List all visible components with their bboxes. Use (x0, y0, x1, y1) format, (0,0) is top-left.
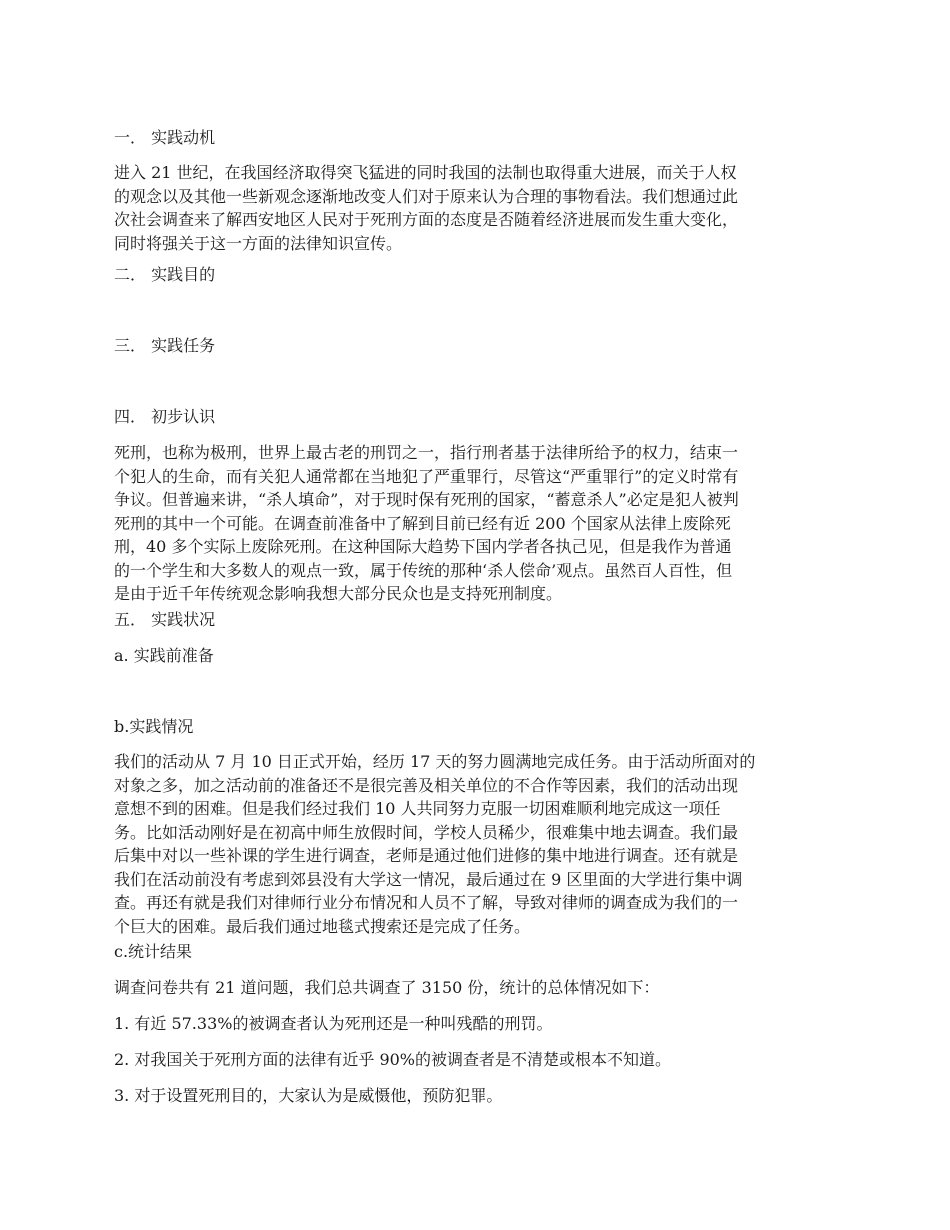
paragraph-motivation (114, 161, 738, 255)
section-heading-motivation: 一． 实践动机 (114, 128, 216, 147)
paragraph-line: 对象之多，加之活动前的准备还不是很完善及相关单位的不合作等因素，我们的活动出现 (114, 775, 739, 795)
subsection-heading-practice-situation: b.实践情况 (114, 717, 194, 736)
paragraph-line: 后集中对以一些补课的学生进行调查，老师是通过他们进修的集中地进行调查。还有就是 (114, 846, 739, 865)
subsection-heading-statistics: c.统计结果 (114, 942, 193, 961)
paragraph-line: 的观念以及其他一些新观念逐渐地改变人们对于原来认为合理的事物看法。我们想通过此 (114, 186, 739, 206)
paragraph-line: 个巨大的困难。最后我们通过地毯式搜索还是完成了任务。 (114, 916, 531, 936)
paragraph-line: 争议。但普遍来讲，“杀人填命”，对于现时保有死刑的国家，“蓄意杀人”必定是犯人被判 (114, 490, 739, 509)
paragraph-line: 意想不到的困难。但是我们经过我们 10 人共同努力克服一切困难顺利地完成这一项任 (114, 799, 721, 818)
section-heading-tasks: 三． 实践任务 (114, 336, 216, 355)
statistics-item: 2. 对我国关于死刑方面的法律有近乎 90%的被调查者是不清楚或根本不知道。 (114, 1050, 672, 1069)
paragraph-line: 次社会调查来了解西安地区人民对于死刑方面的态度是否随着经济进展而发生重大变化， (114, 210, 739, 229)
paragraph-practice-situation (114, 750, 755, 938)
paragraph-line: 我们的活动从 7 月 10 日正式开始，经历 17 天的努力圆满地完成任务。由于活动所面对的 (114, 752, 756, 771)
subsection-heading-preparation: a. 实践前准备 (114, 646, 214, 665)
paragraph-initial-understanding (114, 441, 739, 606)
paragraph-line: 同时将强关于这一方面的法律知识宣传。 (114, 233, 403, 253)
paragraph-line: 务。比如活动刚好是在初高中师生放假时间，学校人员稀少，很难集中地去调查。我们最 (114, 822, 739, 842)
section-heading-initial-understanding: 四． 初步认识 (114, 407, 216, 426)
paragraph-line: 个犯人的生命，而有关犯人通常都在当地犯了严重罪行，尽管这“严重罪行”的定义时常有 (114, 466, 739, 486)
paragraph-line: 死刑的其中一个可能。在调查前准备中了解到目前已经有近 200 个国家从法律上废除死 (114, 513, 731, 533)
statistics-item: 1. 有近 57.33%的被调查者认为死刑还是一种叫残酷的刑罚。 (114, 1014, 553, 1033)
paragraph-line: 死刑，也称为极刑，世界上最古老的刑罚之一，指行刑者基于法律所给予的权力，结束一 (114, 443, 739, 462)
section-heading-practice-status: 五． 实践状况 (114, 610, 216, 629)
paragraph-line: 我们在活动前没有考虑到郊县没有大学这一情况，最后通过在 9 区里面的大学进行集中调 (114, 869, 743, 889)
paragraph-line: 的一个学生和大多数人的观点一致，属于传统的那种‘杀人偿命’观点。虽然百人百性，但 (114, 560, 733, 580)
paragraph-line: 进入 21 世纪，在我国经济取得突飞猛进的同时我国的法制也取得重大进展，而关于人权 (114, 163, 737, 182)
statistics-item: 3. 对于设置死刑目的，大家认为是威慑他，预防犯罪。 (114, 1086, 503, 1105)
paragraph-line: 是由于近千年传统观念影响我想大部分民众也是支持死刑制度。 (114, 584, 563, 603)
statistics-intro: 调查问卷共有 21 道问题，我们总共调查了 3150 份，统计的总体情况如下： (114, 978, 660, 997)
paragraph-line: 查。再还有就是我们对律师行业分布情况和人员不了解，导致对律师的调查成为我们的一 (114, 893, 739, 912)
section-heading-purpose: 二． 实践目的 (114, 265, 216, 284)
paragraph-line: 刑，40 多个实际上废除死刑。在这种国际大趋势下国内学者各执己见，但是我作为普通 (114, 537, 732, 556)
